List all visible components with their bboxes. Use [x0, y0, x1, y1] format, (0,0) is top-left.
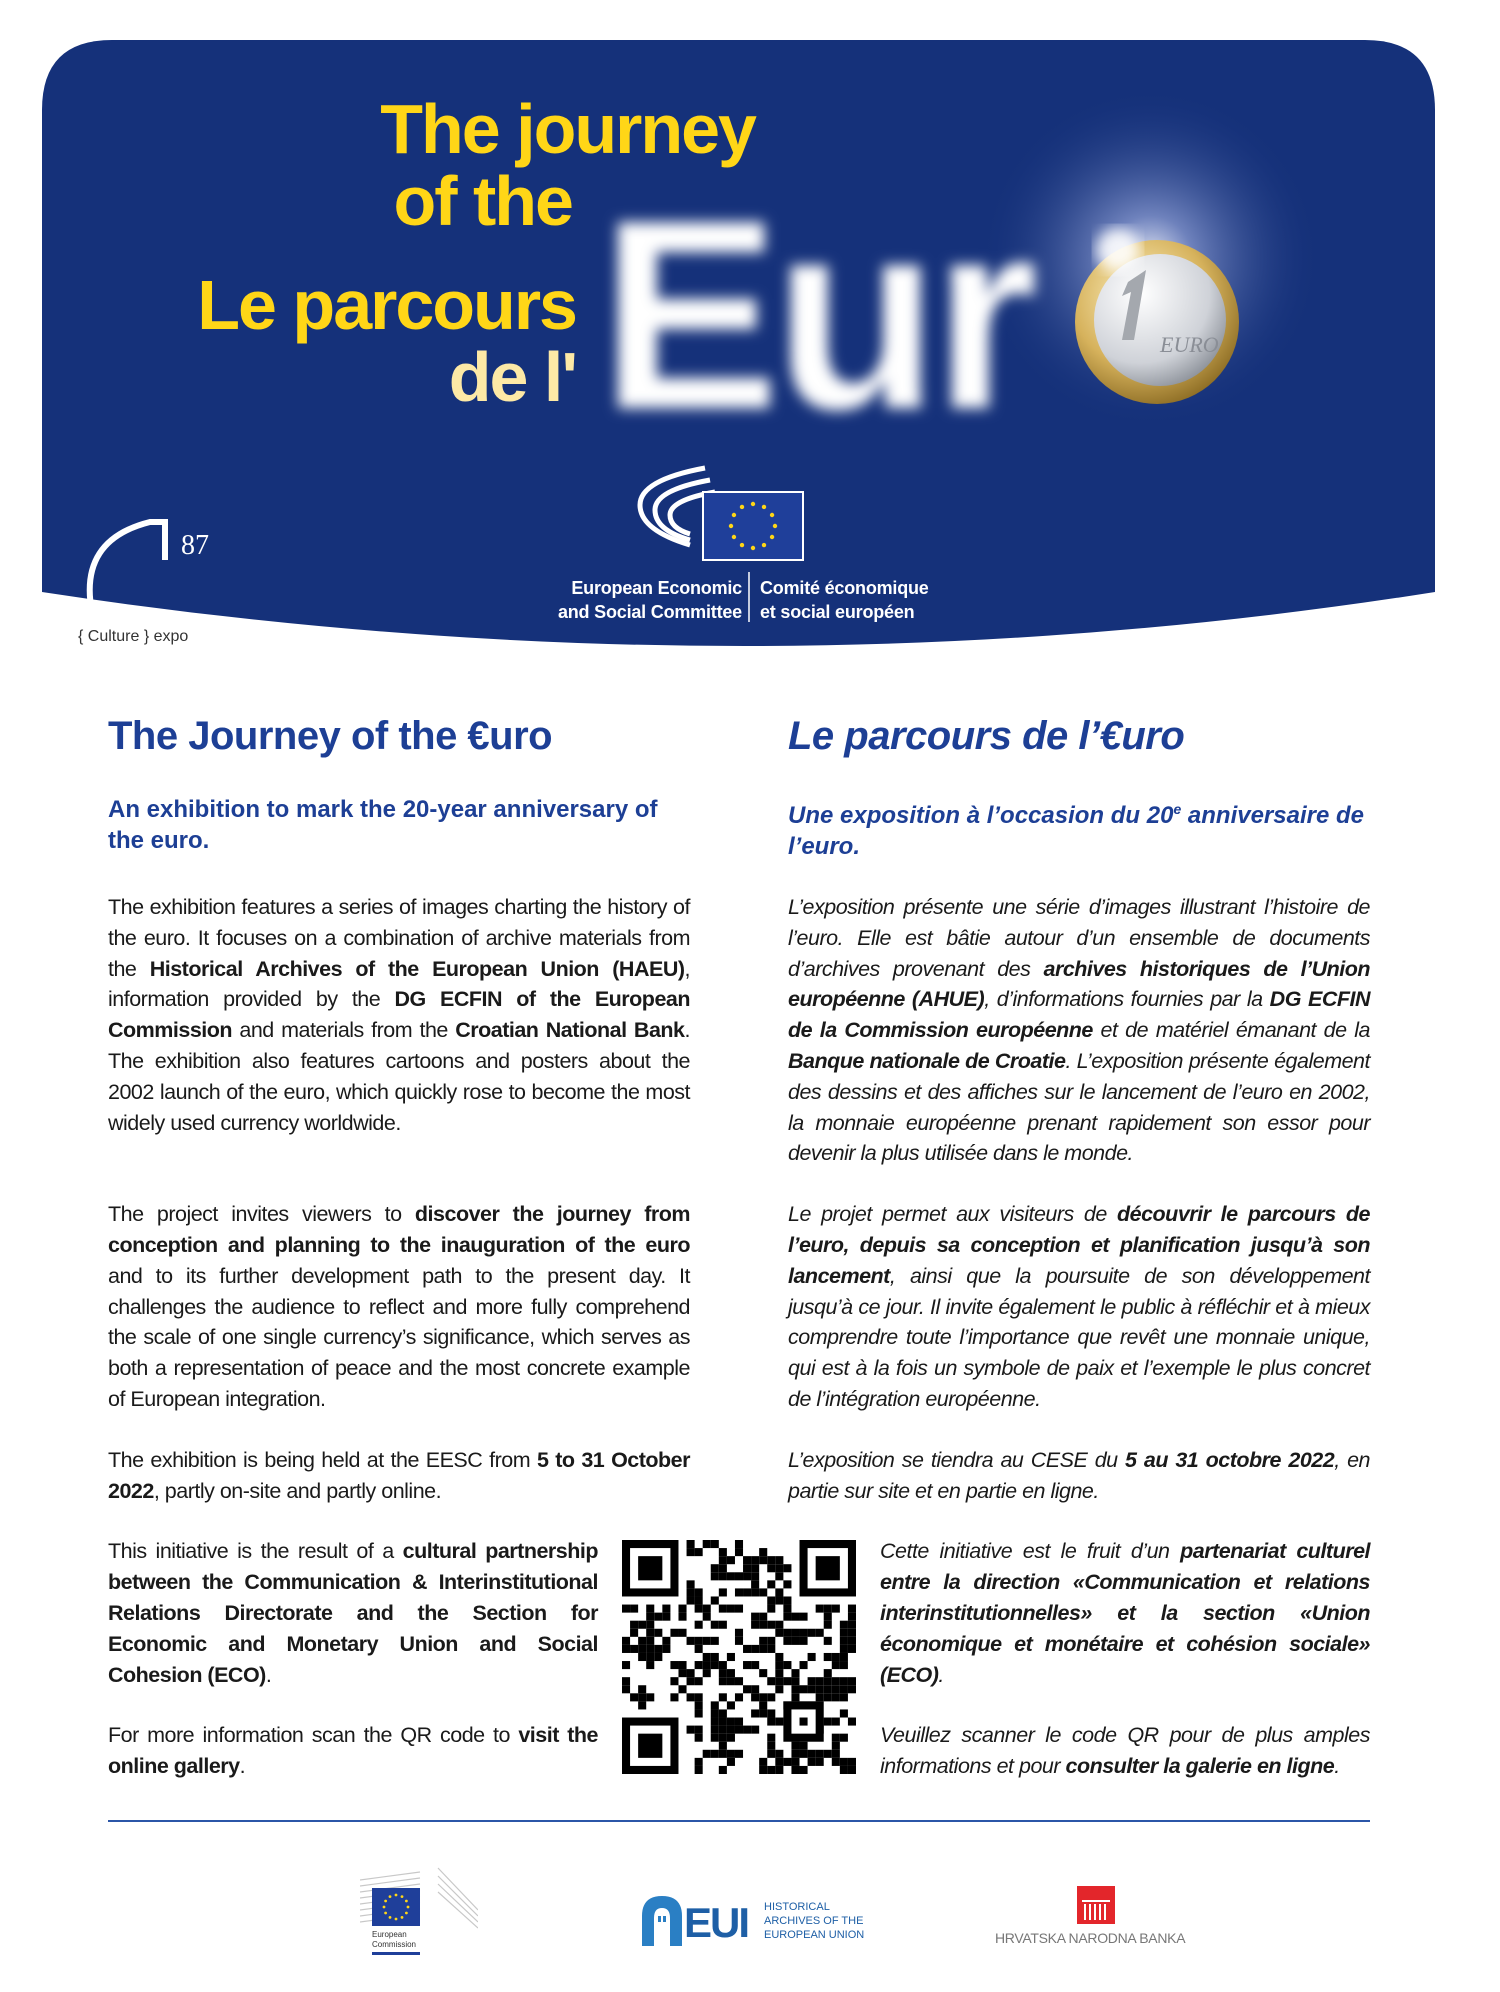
text-segment: , ainsi que la poursuite de son développement jusqu’à ce jour. Il invite également le public à réfléchir et à mieux comprendre toute l’importance que revêt une monnaie unique, qui est à la fois un symbole de paix et l’exemple le plus concret de l’intégration européenne.	[788, 1263, 1370, 1411]
eui-arch-icon	[642, 1896, 682, 1946]
text-segment: .	[265, 1662, 272, 1687]
bold-text: 5 to 31 October 2022	[108, 1447, 690, 1503]
english-paragraph-1	[108, 892, 690, 1138]
title-fr-line1: Le parcours	[197, 266, 576, 344]
star-icon	[407, 1906, 410, 1909]
bold-text: DG ECFIN of the European Commission	[108, 987, 690, 1043]
star-icon	[395, 1918, 398, 1921]
french-subtitle-post: anniversaire de l’euro.	[788, 802, 1364, 860]
text-segment: For more information scan the QR code to	[108, 1723, 519, 1748]
bold-text: cultural partnership between the Communication & Interinstitutional Relations Directorate and the Section for Economic and Monetary Union and Social Cohesion (ECO)	[108, 1539, 598, 1687]
eesc-name-fr-2: et social européen	[760, 602, 915, 622]
title-fr-line2: de l'	[448, 338, 576, 416]
text-segment: The project invites viewers to	[108, 1202, 415, 1227]
eesc-name-en-1: European Economic	[571, 578, 742, 598]
french-paragraph-5	[880, 1720, 1370, 1782]
english-paragraph-5	[108, 1720, 598, 1782]
star-icon	[395, 1894, 398, 1897]
bold-text: discover the journey from conception and planning to the inauguration of the euro	[108, 1202, 690, 1257]
french-paragraph-4	[880, 1536, 1370, 1690]
text-segment: The exhibition features a series of images charting the history of the euro. It focuses on a combination of archive materials from the	[108, 895, 690, 981]
text-segment: This initiative is the result of a	[108, 1539, 403, 1564]
english-subtitle: An exhibition to mark the 20-year anniversary of the euro.	[108, 796, 658, 854]
star-icon	[405, 1900, 408, 1903]
text-segment: Veuillez scanner le code QR pour de plus amples informations et pour	[880, 1723, 1370, 1779]
text-segment: L’exposition présente une série d’images illustrant l’histoire de l’euro. Elle est bâtie autour d’un ensemble de documents d’archives provenant des	[788, 895, 1370, 981]
english-paragraph-3	[108, 1445, 690, 1507]
eui-text-1: HISTORICAL	[764, 1900, 830, 1913]
french-title: Le parcours de l’€uro	[788, 714, 1185, 758]
ec-logo-text-1: European	[372, 1929, 407, 1939]
french-subtitle	[788, 794, 1370, 862]
star-icon	[384, 1900, 387, 1903]
ec-building-icon	[360, 1866, 478, 1930]
series-number: 87	[181, 530, 209, 561]
eui-text-3: EUROPEAN UNION	[764, 1928, 865, 1941]
footer-divider	[108, 1820, 1370, 1822]
bold-text: Banque nationale de Croatie	[788, 1048, 1066, 1073]
text-segment: .	[1334, 1754, 1340, 1779]
ec-logo-text-2: Commission	[372, 1939, 417, 1949]
title-en-line1: The journey	[380, 90, 755, 168]
hnb-text: HRVATSKA NARODNA BANKA	[995, 1929, 1186, 1946]
bold-text: DG ECFIN de la Commission européenne	[788, 987, 1370, 1043]
star-icon	[401, 1916, 404, 1919]
eui-mark: EUI	[684, 1898, 749, 1946]
text-segment: , partly on-site and partly online.	[153, 1478, 442, 1503]
text-segment: Cette initiative est le fruit d’un	[880, 1539, 1181, 1564]
bold-text: consulter la galerie en ligne	[1065, 1754, 1335, 1779]
text-segment: , information provided by the	[108, 956, 690, 1012]
text-segment: and to its further development path to the present day. It challenges the audience to reflect and more fully comprehend the scale of one single currency’s significance, which serves as both a representation of peace and the most concrete example of European integration.	[108, 1263, 690, 1411]
svg-text:EURO: EURO	[1160, 332, 1219, 357]
text-segment: . L’exposition présente également des dessins et des affiches sur le lancement de l’euro en 2002, la monnaie européenne prenant rapidement son essor pour devenir la plus utilisée dans le monde.	[788, 1048, 1370, 1166]
bold-text: partenariat culturel entre la direction «Communication et relations interinstitutionnelles» et la section «Union économique et monétaire et cohésion sociale» (ECO)	[880, 1539, 1371, 1687]
eesc-name-fr-1: Comité économique	[760, 578, 929, 598]
text-segment: , en partie sur site et en partie en ligne.	[788, 1447, 1370, 1503]
text-segment: L’exposition se tiendra au CESE du	[788, 1447, 1126, 1472]
eui-text-2: ARCHIVES OF THE	[764, 1914, 864, 1927]
european-commission-logo	[360, 1866, 478, 1956]
french-paragraph-1	[788, 892, 1370, 1169]
footer	[108, 1820, 1370, 1970]
star-icon	[383, 1906, 386, 1909]
series-label: { Culture } expo	[78, 628, 189, 645]
text-segment: and materials from the	[232, 1018, 456, 1043]
text-segment: Le projet permet aux visiteurs de	[788, 1202, 1117, 1227]
french-subtitle-pre: Une exposition à l’occasion du 20	[788, 802, 1174, 829]
euro-word: Eur	[600, 165, 1033, 466]
star-icon	[384, 1912, 387, 1915]
qr-code[interactable]	[622, 1540, 856, 1774]
star-icon	[401, 1895, 404, 1898]
star-icon	[405, 1912, 408, 1915]
english-paragraph-4	[108, 1536, 598, 1690]
title-en-line2: of the	[393, 162, 572, 240]
text-segment: .	[938, 1662, 944, 1687]
bold-text: 5 au 31 octobre 2022	[1125, 1447, 1335, 1472]
french-paragraph-2	[788, 1199, 1370, 1415]
french-subtitle-sup: e	[1173, 801, 1182, 817]
bold-text: archives historiques de l’Union européenne (AHUE)	[788, 956, 1370, 1012]
text-segment: The exhibition is being held at the EESC from	[108, 1447, 537, 1472]
hnb-logo	[995, 1886, 1205, 1950]
star-icon	[389, 1916, 392, 1919]
text-segment: .	[239, 1754, 246, 1779]
eui-logo	[642, 1896, 882, 1948]
bold-text: Croatian National Bank	[455, 1018, 685, 1043]
eesc-name-en-2: and Social Committee	[557, 602, 742, 622]
french-paragraph-3	[788, 1445, 1370, 1507]
bold-text: Historical Archives of the European Union (HAEU)	[149, 956, 685, 981]
text-segment: et de matériel émanant de la	[1092, 1018, 1370, 1043]
bold-text: visit the online gallery	[108, 1723, 599, 1779]
main-content	[108, 0, 1370, 1782]
bold-text: découvrir le parcours de l’euro, depuis sa conception et planification jusqu’à son lancement	[788, 1202, 1370, 1288]
text-segment: . The exhibition also features cartoons and posters about the 2002 launch of the euro, which quickly rose to become the most widely used currency worldwide.	[108, 1018, 690, 1135]
english-title: The Journey of the €uro	[108, 714, 553, 758]
english-paragraph-2	[108, 1199, 690, 1415]
text-segment: , d’informations fournies par la	[984, 987, 1270, 1012]
hnb-columns-icon	[1077, 1886, 1115, 1924]
star-icon	[389, 1895, 392, 1898]
